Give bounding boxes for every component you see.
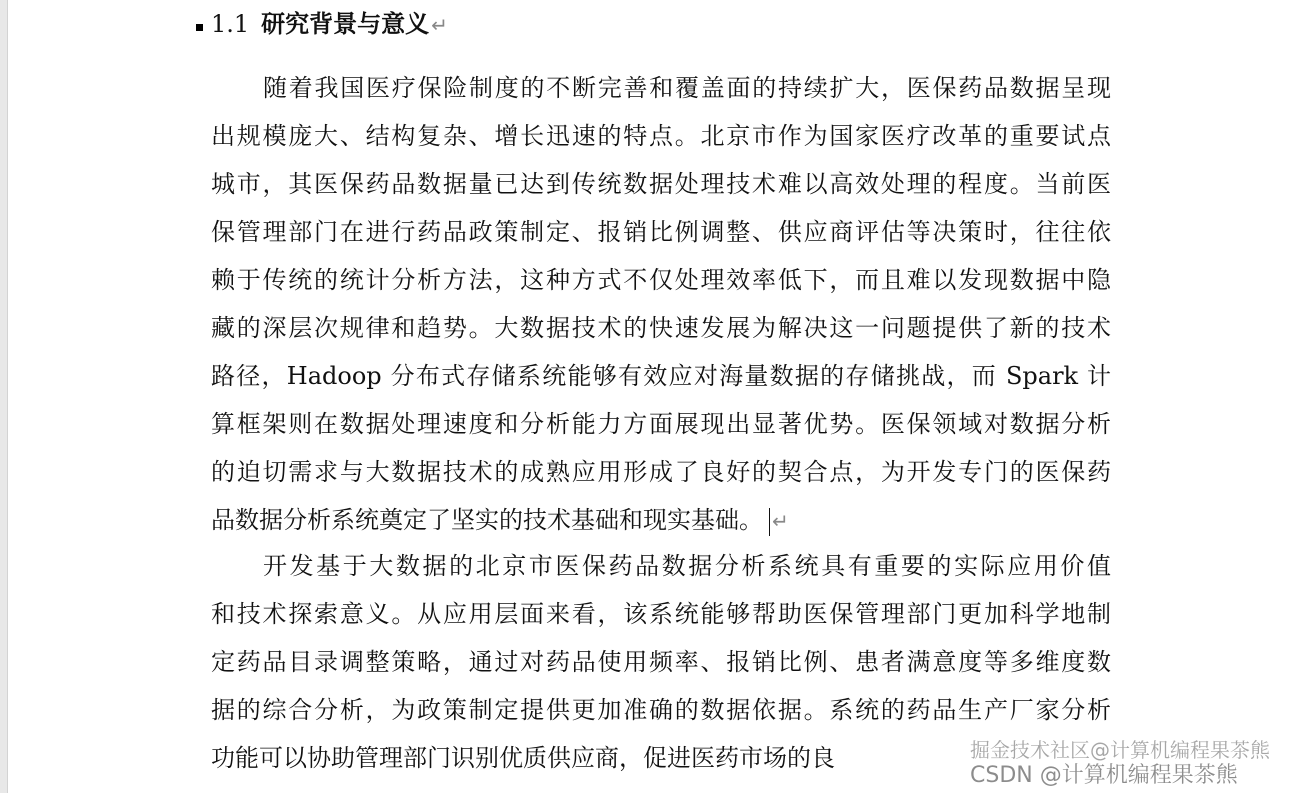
paragraph-mark-icon: ↵	[772, 509, 789, 533]
paragraph-line: 的迫切需求与大数据技术的成熟应用形成了良好的契合点，为开发专门的医保药	[211, 458, 1111, 486]
document-page[interactable]	[8, 0, 1290, 793]
paragraph-line: 功能可以协助管理部门识别优质供应商，促进医药市场的良	[211, 744, 835, 772]
paragraph-line-text: 品数据分析系统奠定了坚实的技术基础和现实基础。	[211, 506, 763, 534]
paragraph-line: 算框架则在数据处理速度和分析能力方面展现出显著优势。医保领域对数据分析	[211, 410, 1111, 438]
list-bullet-icon	[196, 24, 203, 31]
paragraph-line: 路径，Hadoop 分布式存储系统能够有效应对海量数据的存储挑战，而 Spark 计	[211, 362, 1111, 390]
paragraph-line: 据的综合分析，为政策制定提供更加准确的数据依据。系统的药品生产厂家分析	[211, 696, 1111, 724]
section-number: 1.1	[211, 10, 250, 38]
section-heading	[196, 8, 448, 41]
paragraph-1[interactable]	[211, 64, 1111, 544]
paragraph-line: 随着我国医疗保险制度的不断完善和覆盖面的持续扩大，医保药品数据呈现	[263, 74, 1111, 102]
text-cursor	[769, 508, 770, 536]
paragraph-line: 城市，其医保药品数据量已达到传统数据处理技术难以高效处理的程度。当前医	[211, 170, 1111, 198]
watermark-text: CSDN @计算机编程果茶熊	[970, 763, 1238, 788]
watermark-overlay-text: 掘金技术社区@计算机编程果茶熊	[970, 738, 1270, 762]
paragraph-line: 保管理部门在进行药品政策制定、报销比例调整、供应商评估等决策时，往往依	[211, 218, 1111, 246]
watermark	[970, 737, 1270, 789]
paragraph-line: 出规模庞大、结构复杂、增长迅速的特点。北京市作为国家医疗改革的重要试点	[211, 122, 1111, 150]
paragraph-line: 定药品目录调整策略，通过对药品使用频率、报销比例、患者满意度等多维度数	[211, 648, 1111, 676]
paragraph-mark-icon: ↵	[431, 13, 448, 37]
paragraph-line: 藏的深层次规律和趋势。大数据技术的快速发展为解决这一问题提供了新的技术	[211, 314, 1111, 342]
paragraph-line: 和技术探索意义。从应用层面来看，该系统能够帮助医保管理部门更加科学地制	[211, 600, 1111, 628]
page-left-edge	[0, 0, 8, 793]
paragraph-line: 赖于传统的统计分析方法，这种方式不仅处理效率低下，而且难以发现数据中隐	[211, 266, 1111, 294]
paragraph-line: 开发基于大数据的北京市医保药品数据分析系统具有重要的实际应用价值	[263, 552, 1111, 580]
paragraph-last-line	[211, 496, 1111, 544]
section-title: 研究背景与意义	[261, 9, 430, 38]
